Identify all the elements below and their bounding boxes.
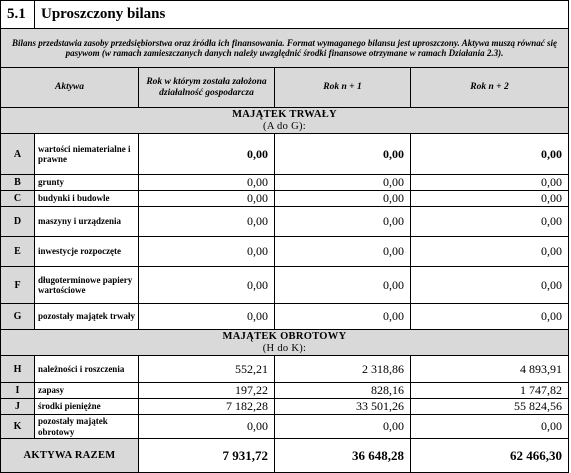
- total-rok-zalozenia: 7 931,72: [139, 439, 275, 473]
- value-rok-n1: 0,00: [275, 175, 411, 191]
- value-rok-n2: 0,00: [411, 304, 569, 330]
- table-row: [1, 207, 569, 237]
- description: Bilans przedstawia zasoby przedsiębiorstwa oraz źródła ich finansowania. Format wymaganego bilansu jest uproszczony. Aktywa muszą równać się pasywom (w ramach zamieszczanych danych należy uwzględnić środki finansowe otrzymane w ramach Działania 2.3).: [1, 29, 569, 68]
- row-letter: D: [1, 207, 35, 237]
- col-rok-zalozenia: Rok w którym została założona działalność gospodarcza: [139, 68, 275, 108]
- table-row: [1, 267, 569, 304]
- row-letter: C: [1, 191, 35, 207]
- value-rok-n1: 0,00: [275, 304, 411, 330]
- row-label: grunty: [35, 175, 139, 191]
- value-rok-n1: 0,00: [275, 267, 411, 304]
- row-label: pozostały majątek obrotowy: [35, 415, 139, 439]
- row-letter: E: [1, 237, 35, 267]
- trwaly-rows: [1, 134, 569, 330]
- value-rok-n1: 33 501,26: [275, 399, 411, 415]
- value-rok-n1: 0,00: [275, 207, 411, 237]
- section-trwaly-title: MAJĄTEK TRWAŁY: [232, 108, 337, 120]
- value-rok-n2: 0,00: [411, 191, 569, 207]
- value-rok-zalozenia: 552,21: [139, 356, 275, 383]
- table-row: [1, 304, 569, 330]
- row-label: budynki i budowle: [35, 191, 139, 207]
- value-rok-n2: 0,00: [411, 267, 569, 304]
- value-rok-n1: 0,00: [275, 191, 411, 207]
- row-letter: J: [1, 399, 35, 415]
- table-row: [1, 191, 569, 207]
- obrotowy-rows: [1, 356, 569, 439]
- row-label: maszyny i urządzenia: [35, 207, 139, 237]
- value-rok-zalozenia: 7 182,28: [139, 399, 275, 415]
- row-label: należności i roszczenia: [35, 356, 139, 383]
- value-rok-n2: 0,00: [411, 134, 569, 175]
- value-rok-n2: 4 893,91: [411, 356, 569, 383]
- row-letter: A: [1, 134, 35, 175]
- row-label: wartości niematerialne i prawne: [35, 134, 139, 175]
- value-rok-n1: 0,00: [275, 134, 411, 175]
- row-letter: G: [1, 304, 35, 330]
- value-rok-zalozenia: 0,00: [139, 191, 275, 207]
- section-obrotowy-title: MAJĄTEK OBROTOWY: [222, 330, 347, 342]
- value-rok-zalozenia: 0,00: [139, 267, 275, 304]
- value-rok-n2: 0,00: [411, 207, 569, 237]
- value-rok-n1: 828,16: [275, 383, 411, 399]
- table-row: [1, 383, 569, 399]
- section-majatek-trwaly: [1, 108, 569, 134]
- table-row: [1, 175, 569, 191]
- value-rok-n2: 0,00: [411, 175, 569, 191]
- section-title: Uproszczony bilans: [35, 1, 569, 29]
- total-rok-n2: 62 466,30: [411, 439, 569, 473]
- row-letter: H: [1, 356, 35, 383]
- value-rok-zalozenia: 0,00: [139, 134, 275, 175]
- row-label: inwestycje rozpoczęte: [35, 237, 139, 267]
- value-rok-n2: 1 747,82: [411, 383, 569, 399]
- total-rok-n1: 36 648,28: [275, 439, 411, 473]
- value-rok-zalozenia: 0,00: [139, 304, 275, 330]
- col-aktywa: Aktywa: [1, 68, 139, 108]
- value-rok-n1: 2 318,86: [275, 356, 411, 383]
- row-label: środki pieniężne: [35, 399, 139, 415]
- value-rok-zalozenia: 0,00: [139, 237, 275, 267]
- value-rok-n2: 55 824,56: [411, 399, 569, 415]
- value-rok-zalozenia: 197,22: [139, 383, 275, 399]
- row-letter: B: [1, 175, 35, 191]
- section-number: 5.1: [1, 1, 35, 29]
- row-label: długoterminowe papiery wartościowe: [35, 267, 139, 304]
- table-row: [1, 356, 569, 383]
- row-letter: F: [1, 267, 35, 304]
- col-rok-n2: Rok n + 2: [411, 68, 569, 108]
- table-row: [1, 134, 569, 175]
- value-rok-zalozenia: 0,00: [139, 207, 275, 237]
- row-letter: K: [1, 415, 35, 439]
- table-row: [1, 415, 569, 439]
- value-rok-zalozenia: 0,00: [139, 175, 275, 191]
- section-obrotowy-sub: (H do K):: [262, 342, 307, 354]
- section-majatek-obrotowy: [1, 330, 569, 356]
- table-row: [1, 237, 569, 267]
- row-label: pozostały majątek trwały: [35, 304, 139, 330]
- value-rok-n2: 0,00: [411, 415, 569, 439]
- value-rok-n1: 0,00: [275, 415, 411, 439]
- section-trwaly-sub: (A do G):: [263, 120, 306, 132]
- value-rok-n2: 0,00: [411, 237, 569, 267]
- row-letter: I: [1, 383, 35, 399]
- value-rok-zalozenia: 0,00: [139, 415, 275, 439]
- total-label: AKTYWA RAZEM: [1, 439, 139, 473]
- value-rok-n1: 0,00: [275, 237, 411, 267]
- col-rok-n1: Rok n + 1: [275, 68, 411, 108]
- table-row: [1, 399, 569, 415]
- row-label: zapasy: [35, 383, 139, 399]
